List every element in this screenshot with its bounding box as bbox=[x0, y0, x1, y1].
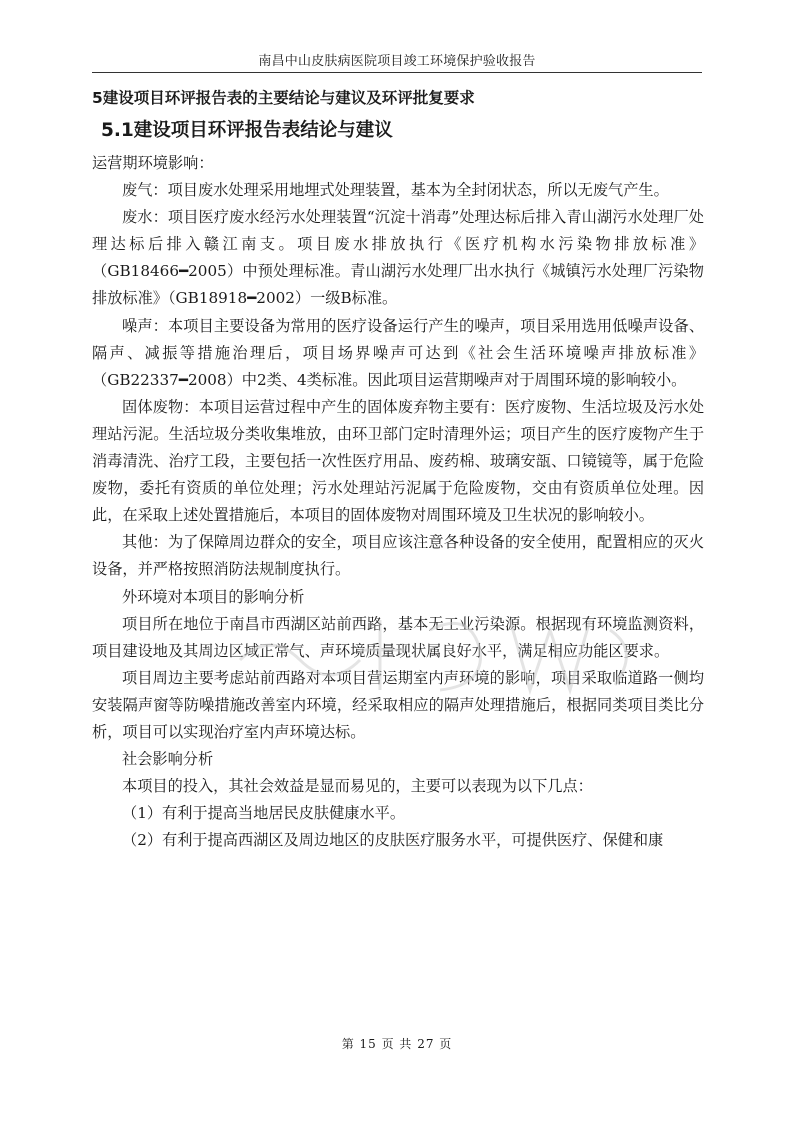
subsection-heading: 5.1建设项目环评报告表结论与建议 bbox=[101, 120, 393, 141]
paragraph: 外环境对本项目的影响分析 bbox=[122, 587, 305, 606]
page-header: 南昌中山皮肤病医院项目竣工环境保护验收报告 bbox=[258, 54, 536, 69]
paragraph: 其他：为了保障周边群众的安全，项目应该注意各种设备的安全使用，配置相应的灭火设备，并严格按照消防法规制度执行。 bbox=[92, 533, 704, 579]
section-heading: 5建设项目环评报告表的主要结论与建议及环评批复要求 bbox=[92, 89, 475, 107]
paragraph: 固体废物：本项目运营过程中产生的固体废弃物主要有：医疗废物、生活垃圾及污水处理站污泥。生活垃圾分类收集堆放，由环卫部门定时清理外运；项目产生的医疗废物产生于消毒清洗、治疗工段，主要包括一次性医疗用品、废药棉、玻璃安瓿、口镜镜等，属于危险废物，委托有资质的单位处理；污水处理站污泥属于危险废物，交由有资质单位处理。因此，在采取上述处置措施后，本项目的固体废物对周围环境及卫生状况的影响较小。 bbox=[92, 397, 704, 525]
paragraph: 项目周边主要考虑站前西路对本项目营运期室内声环境的影响，项目采取临道路一侧均安装隔声窗等防噪措施改善室内环境，经采取相应的隔声处理措施后，根据同类项目类比分析，项目可以实现治疗室内声环境达标。 bbox=[92, 668, 704, 741]
paragraph: 噪声：本项目主要设备为常用的医疗设备运行产生的噪声，项目采用选用低噪声设备、隔声、减振等措施治理后，项目场界噪声可达到《社会生活环境噪声排放标准》（GB22337━2008）中2类、4类标准。因此项目运营期噪声对于周围环境的影响较小。 bbox=[92, 316, 704, 389]
paragraph: 废气：项目废水处理采用地埋式处理装置，基本为全封闭状态，所以无废气产生。 bbox=[122, 181, 669, 200]
paragraph: 项目所在地位于南昌市西湖区站前西路，基本无工业污染源。根据现有环境监测资料，项目建设地及其周边区域正常气、声环境质量现状属良好水平，满足相应功能区要求。 bbox=[92, 614, 704, 660]
paragraph: 运营期环境影响： bbox=[92, 154, 214, 172]
paragraph: 废水：项目医疗废水经污水处理装置“沉淀十消毒”处理达标后排入青山湖污水处理厂处理达标后排入赣江南支。项目废水排放执行《医疗机构水污染物排放标准》（GB18466━2005）中预处理标准。青山湖污水处理厂出水执行《城镇污水处理厂污染物排放标准》（GB18918━2002）一级B标准。 bbox=[92, 208, 704, 308]
paragraph: （2）有利于提高西湖区及周边地区的皮肤医疗服务水平，可提供医疗、保健和康 bbox=[122, 831, 664, 850]
header-rule bbox=[92, 72, 702, 73]
paragraph: 社会影响分析 bbox=[122, 750, 214, 769]
paragraph: （1）有利于提高当地居民皮肤健康水平。 bbox=[122, 804, 406, 823]
body-text bbox=[92, 150, 704, 854]
page-footer: 第 15 页 共 27 页 bbox=[341, 1037, 453, 1051]
paragraph: 本项目的投入，其社会效益是显而易见的，主要可以表现为以下几点： bbox=[122, 777, 593, 796]
